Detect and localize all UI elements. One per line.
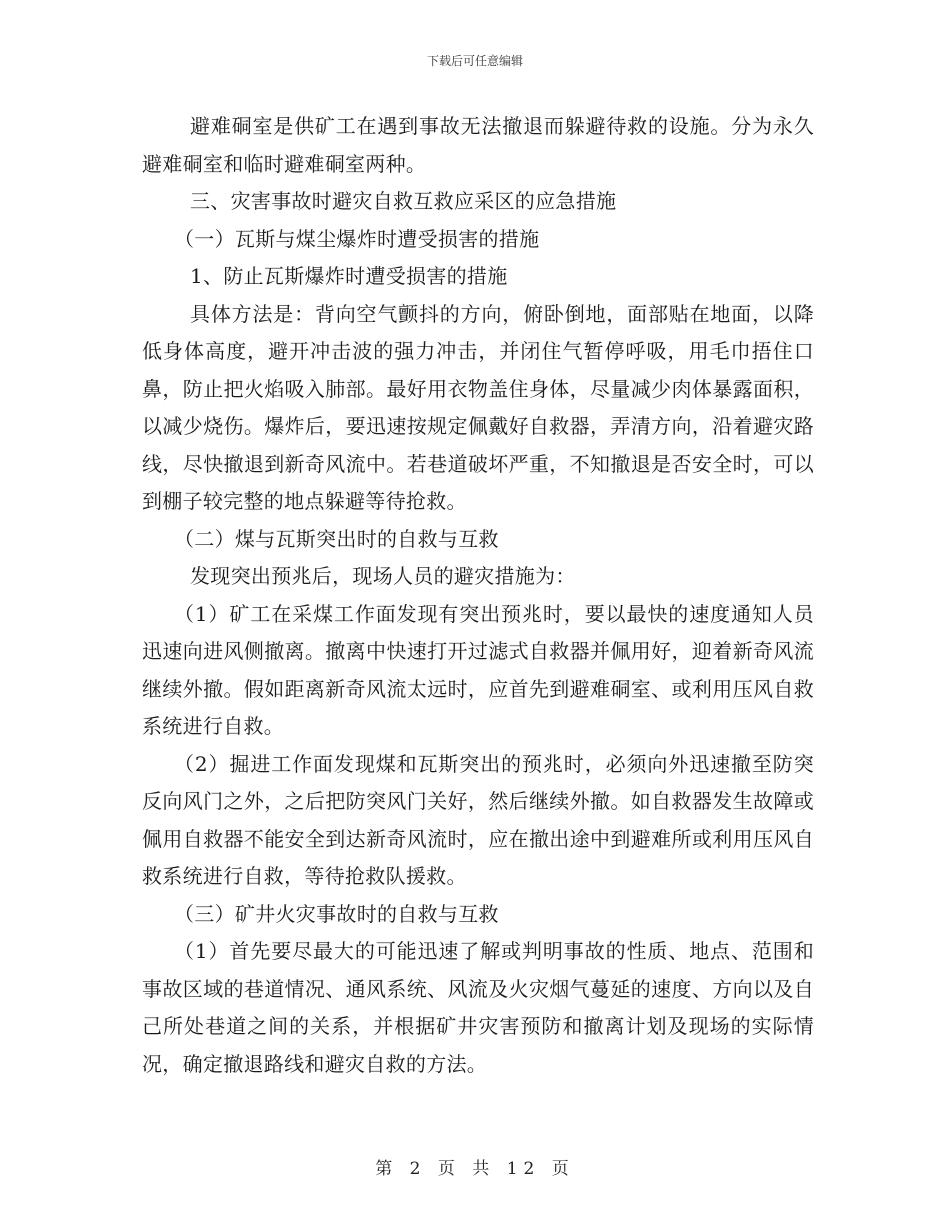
paragraph: 避难硐室是供矿工在遇到事故无法撤退而躲避待救的设施。分为永久避难硐室和临时避难硐室两种。 [142, 114, 814, 176]
subsection-heading: （一）瓦斯与煤尘爆炸时遭受损害的措施 [174, 226, 540, 251]
paragraph: 发现突出预兆后，现场人员的避灾措施为： [190, 564, 576, 588]
paragraph: （1）矿工在采煤工作面发现有突出预兆时，要以最快的速度通知人员迅速向进风侧撤离。撤离中快速打开过滤式自救器并佩用好，迎着新奇风流继续外撤。假如距离新奇风流太远时，应首先到避难硐室、或利用压风自救系统进行自救。 [142, 601, 814, 738]
document-body [142, 108, 814, 1083]
subsection-heading: （二）煤与瓦斯突出时的自救与互救 [174, 526, 499, 551]
paragraph: （1）首先要尽最大的可能迅速了解或判明事故的性质、地点、范围和事故区域的巷道情况、通风系统、风流及火灾烟气蔓延的速度、方向以及自己所处巷道之间的关系，并根据矿井灾害预防和撤离计划及现场的实际情况，确定撤退路线和避灾自救的方法。 [142, 939, 814, 1076]
paragraph: （2）掘进工作面发现煤和瓦斯突出的预兆时，必须向外迅速撤至防突反向风门之外，之后把防突风门关好，然后继续外撤。如自救器发生故障或佩用自救器不能安全到达新奇风流时，应在撤出途中到避难所或利用压风自救系统进行自救，等待抢救队援救。 [142, 751, 814, 888]
subsection-heading: （三）矿井火灾事故时的自救与互救 [174, 901, 499, 926]
page-header: 下载后可任意编辑 [426, 54, 523, 68]
paragraph: 具体方法是：背向空气颤抖的方向，俯卧倒地，面部贴在地面，以降低身体高度，避开冲击波的强力冲击，并闭住气暂停呼吸，用毛巾捂住口鼻，防止把火焰吸入肺部。最好用衣物盖住身体，尽量减少肉体暴露面积，以减少烧伤。爆炸后，要迅速按规定佩戴好自救器，弄清方向，沿着避灾路线，尽快撤退到新奇风流中。若巷道破坏严重，不知撤退是否安全时，可以到棚子较完整的地点躲避等待抢救。 [142, 301, 814, 513]
section-heading: 三、灾害事故时避灾自救互救应采区的应急措施 [190, 189, 617, 213]
item-heading: 1、防止瓦斯爆炸时遭受损害的措施 [190, 264, 508, 288]
page-number: 第 2 页 共 12 页 [375, 1159, 575, 1179]
